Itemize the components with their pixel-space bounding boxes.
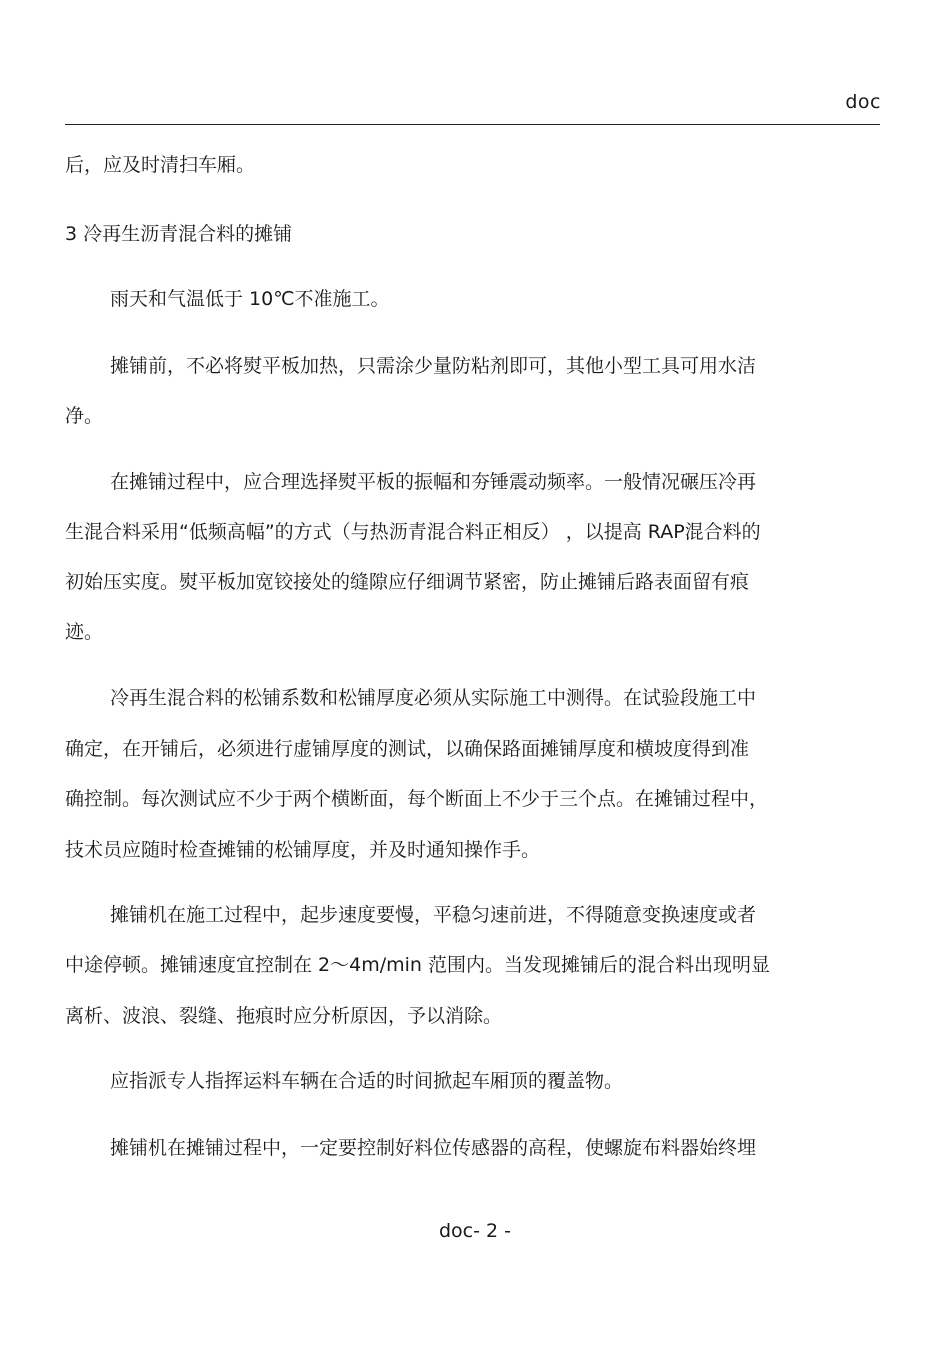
text-line: 确定，在开铺后，必须进行虚铺厚度的测试，以确保路面摊铺厚度和横坡度得到准 <box>65 738 750 760</box>
text-line: 后，应及时清扫车厢。 <box>65 154 256 176</box>
text-line: 净。 <box>65 405 104 427</box>
header-label: doc <box>845 91 881 113</box>
text-line: 雨天和气温低于 10℃不准施工。 <box>110 288 390 310</box>
text-line: 中途停顿。摊铺速度宜控制在 2～4m/min 范围内。当发现摊铺后的混合料出现明显 <box>65 954 770 976</box>
text-line: 迹。 <box>65 621 104 643</box>
page-number: doc- 2 - <box>438 1220 511 1242</box>
text-line: 生混合料采用“低频高幅”的方式（与热沥青混合料正相反） ，以提高 RAP混合料的 <box>65 521 761 543</box>
header-divider <box>65 124 880 125</box>
text-line: 摊铺前，不必将熨平板加热，只需涂少量防粘剂即可，其他小型工具可用水洁 <box>110 355 757 377</box>
section-heading: 3 冷再生沥青混合料的摊铺 <box>65 223 293 245</box>
text-line: 初始压实度。熨平板加宽铰接处的缝隙应仔细调节紧密，防止摊铺后路表面留有痕 <box>65 571 750 593</box>
text-line: 摊铺机在施工过程中，起步速度要慢，平稳匀速前进，不得随意变换速度或者 <box>110 904 757 926</box>
text-line: 在摊铺过程中，应合理选择熨平板的振幅和夯锤震动频率。一般情况碾压冷再 <box>110 471 757 493</box>
text-line: 应指派专人指挥运料车辆在合适的时间掀起车厢顶的覆盖物。 <box>110 1070 624 1092</box>
text-line: 离析、波浪、裂缝、拖痕时应分析原因，予以消除。 <box>65 1005 503 1027</box>
text-line: 技术员应随时检查摊铺的松铺厚度，并及时通知操作手。 <box>65 839 541 861</box>
text-line: 冷再生混合料的松铺系数和松铺厚度必须从实际施工中测得。在试验段施工中 <box>110 687 757 709</box>
text-line: 确控制。每次测试应不少于两个横断面，每个断面上不少于三个点。在摊铺过程中， <box>65 788 769 810</box>
text-line: 摊铺机在摊铺过程中，一定要控制好料位传感器的高程，使螺旋布料器始终埋 <box>110 1137 757 1159</box>
